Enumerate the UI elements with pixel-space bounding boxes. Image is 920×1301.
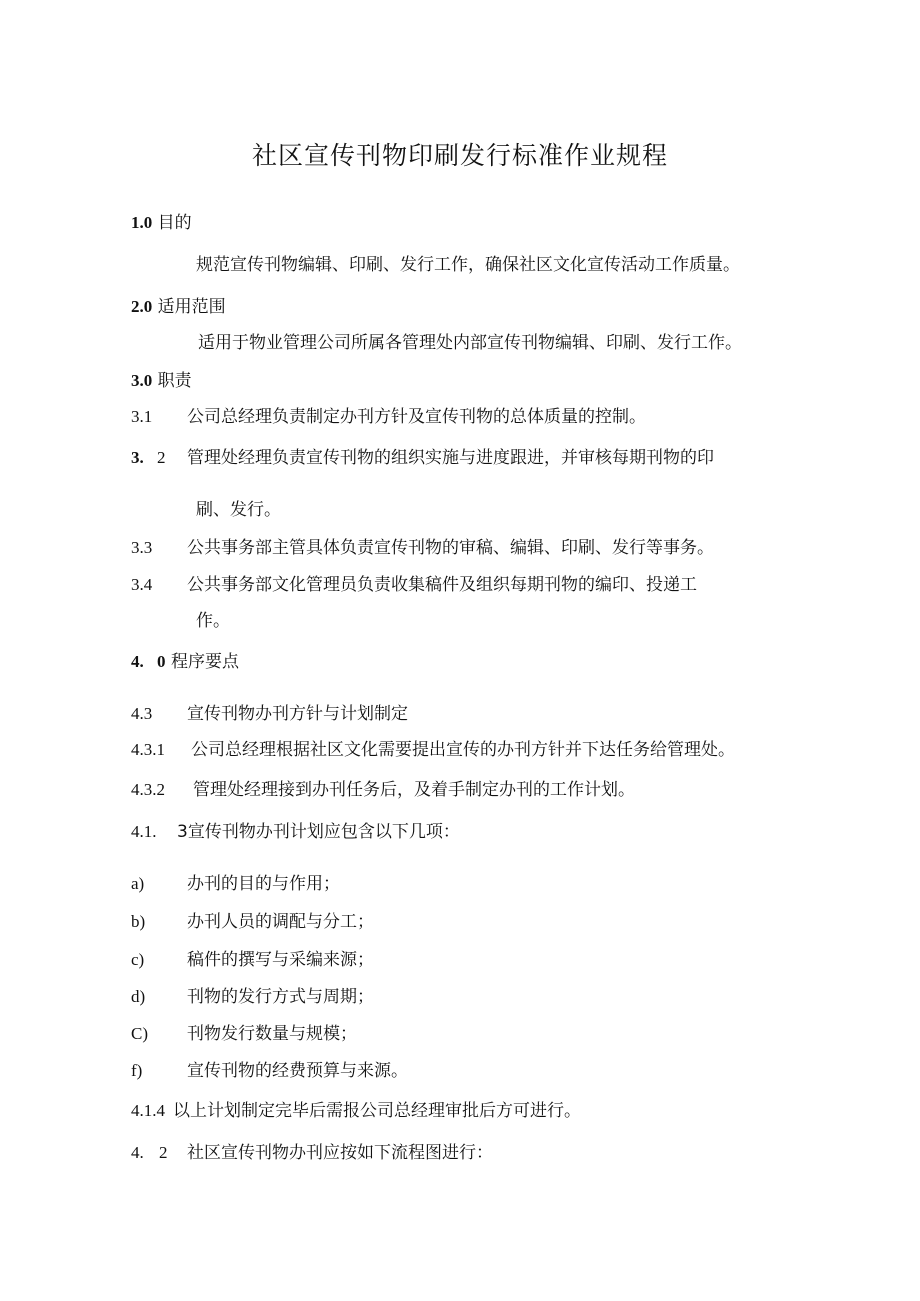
item-text: 宣传刊物办刊方针与计划制定 bbox=[187, 704, 408, 724]
item-text: 3宣传刊物办刊计划应包含以下几项： bbox=[177, 822, 460, 842]
item-text: 稿件的撰写与采编来源； bbox=[187, 950, 374, 970]
section-title: 目的 bbox=[157, 213, 192, 233]
list-item-4-3-2 bbox=[131, 779, 635, 801]
item-number-suffix: 2 bbox=[159, 1143, 168, 1162]
list-item-4-1-3 bbox=[131, 821, 460, 843]
list-item-3-4-continuation: 作。 bbox=[196, 611, 230, 631]
list-item-3-2 bbox=[131, 447, 714, 469]
list-item-4-2 bbox=[131, 1142, 493, 1164]
list-item-e bbox=[131, 1023, 357, 1045]
item-text: 公司总经理根据社区文化需要提出宣传的办刊方针并下达任务给管理处。 bbox=[191, 740, 735, 760]
item-text: 以上计划制定完毕后需报公司总经理审批后方可进行。 bbox=[173, 1101, 581, 1121]
item-letter: a) bbox=[131, 874, 145, 893]
item-number: 4.3.2 bbox=[131, 780, 165, 799]
item-text: 办刊的目的与作用； bbox=[187, 874, 340, 894]
section-2-heading bbox=[131, 296, 226, 318]
section-2-body: 适用于物业管理公司所属各管理处内部宣传刊物编辑、印刷、发行工作。 bbox=[198, 333, 742, 353]
section-title: 程序要点 bbox=[171, 652, 239, 672]
list-item-4-1-4 bbox=[131, 1100, 581, 1122]
item-number: 4.1.4 bbox=[131, 1101, 165, 1120]
item-number: 4. bbox=[131, 1143, 144, 1162]
item-text: 刊物的发行方式与周期； bbox=[187, 987, 374, 1007]
item-letter: C) bbox=[131, 1024, 148, 1043]
item-letter: b) bbox=[131, 912, 146, 931]
section-3-heading bbox=[131, 370, 192, 392]
list-item-3-4 bbox=[131, 574, 697, 596]
list-item-f bbox=[131, 1060, 408, 1082]
list-item-3-3 bbox=[131, 537, 714, 559]
list-item-4-3 bbox=[131, 703, 408, 725]
section-number: 2.0 bbox=[131, 297, 153, 316]
list-item-4-3-1 bbox=[131, 739, 735, 761]
list-item-3-2-continuation: 刷、发行。 bbox=[196, 500, 281, 520]
item-text: 公共事务部文化管理员负责收集稿件及组织每期刊物的编印、投递工 bbox=[187, 575, 697, 595]
item-text: 刊物发行数量与规模； bbox=[187, 1024, 357, 1044]
section-title: 职责 bbox=[157, 371, 192, 391]
item-number: 3.3 bbox=[131, 538, 153, 557]
item-number: 3.4 bbox=[131, 575, 153, 594]
section-title: 适用范围 bbox=[157, 297, 226, 317]
section-number: 1.0 bbox=[131, 213, 153, 232]
item-letter: f) bbox=[131, 1061, 143, 1080]
item-letter: c) bbox=[131, 950, 145, 969]
item-number-suffix: 2 bbox=[157, 448, 166, 467]
list-item-d bbox=[131, 986, 374, 1008]
item-number: 4.1. bbox=[131, 822, 157, 841]
item-letter: d) bbox=[131, 987, 146, 1006]
item-text: 宣传刊物的经费预算与来源。 bbox=[187, 1061, 408, 1081]
document-title: 社区宣传刊物印刷发行标准作业规程 bbox=[251, 141, 668, 170]
item-number: 4.3.1 bbox=[131, 740, 165, 759]
list-item-c bbox=[131, 949, 374, 971]
item-text: 社区宣传刊物办刊应按如下流程图进行： bbox=[187, 1143, 493, 1163]
list-item-a bbox=[131, 873, 340, 895]
section-4-heading bbox=[131, 651, 239, 673]
item-text: 管理处经理负责宣传刊物的组织实施与进度跟进，并审核每期刊物的印 bbox=[187, 448, 714, 468]
item-number: 4.3 bbox=[131, 704, 153, 723]
item-text: 管理处经理接到办刊任务后，及着手制定办刊的工作计划。 bbox=[193, 780, 635, 800]
item-number: 3.1 bbox=[131, 407, 153, 426]
list-item-b bbox=[131, 911, 374, 933]
section-number: 4. bbox=[131, 652, 144, 671]
section-1-heading bbox=[131, 212, 192, 234]
section-number: 3.0 bbox=[131, 371, 153, 390]
item-number: 3. bbox=[131, 448, 144, 467]
section-number-suffix: 0 bbox=[157, 652, 166, 671]
item-text: 公共事务部主管具体负责宣传刊物的审稿、编辑、印刷、发行等事务。 bbox=[187, 538, 714, 558]
section-1-body: 规范宣传刊物编辑、印刷、发行工作，确保社区文化宣传活动工作质量。 bbox=[196, 255, 740, 275]
item-text: 办刊人员的调配与分工； bbox=[187, 912, 374, 932]
list-item-3-1 bbox=[131, 406, 646, 428]
item-text: 公司总经理负责制定办刊方针及宣传刊物的总体质量的控制。 bbox=[187, 407, 646, 427]
